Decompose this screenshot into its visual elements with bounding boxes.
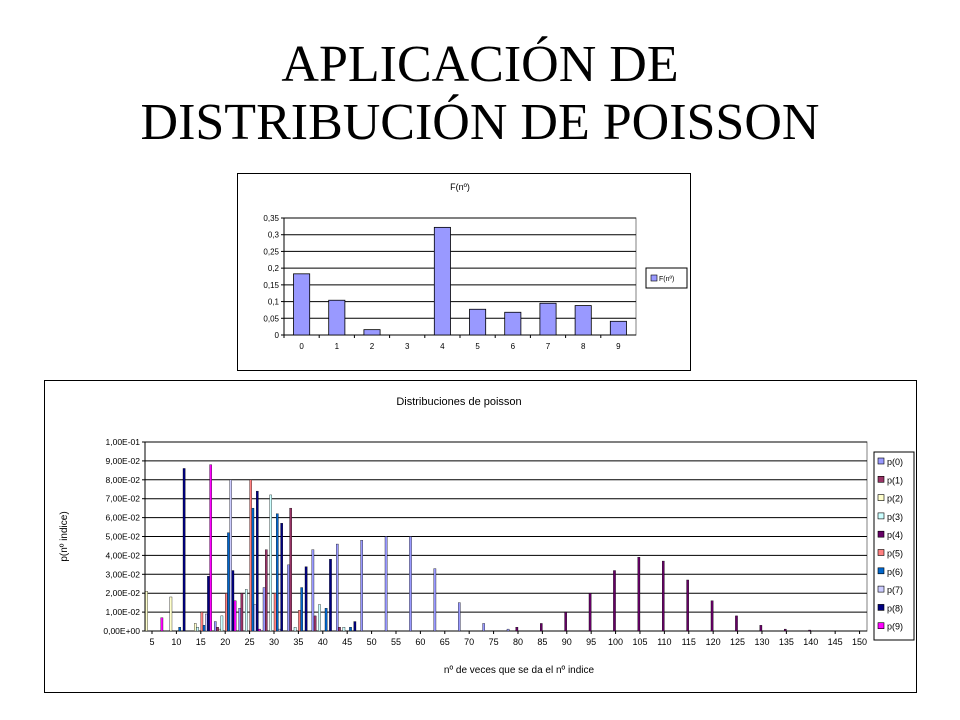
- chart1-bar: [364, 330, 380, 335]
- chart2-bar-p6: [227, 533, 229, 631]
- chart2-bar-p3: [294, 627, 296, 631]
- chart2-x-tick-label: 55: [390, 637, 401, 647]
- chart2-bar-p0: [287, 565, 289, 631]
- chart2-bar-p4: [589, 593, 591, 631]
- chart2-bar-p6: [276, 514, 278, 631]
- chart2-x-tick-label: 5: [149, 637, 155, 647]
- chart2-x-tick-label: 120: [705, 637, 721, 647]
- chart2-title: Distribuciones de poisson: [396, 396, 522, 408]
- chart1-y-tick-label: 0,1: [267, 297, 279, 307]
- chart2-x-tick-label: 50: [366, 637, 377, 647]
- chart1-y-tick-label: 0,3: [267, 230, 279, 240]
- chart2-bar-p9: [234, 601, 236, 631]
- chart2-bar-p2: [194, 623, 196, 631]
- chart2-legend-label: p(1): [887, 475, 904, 486]
- chart2-bar-p7: [205, 614, 207, 631]
- chart2-bar-p4: [809, 630, 811, 631]
- chart2-x-tick-label: 125: [730, 637, 746, 647]
- chart2-y-tick-label: 4,00E-02: [105, 550, 140, 561]
- chart2-bar-p2: [219, 629, 221, 631]
- chart2-bar-p5: [274, 593, 276, 631]
- chart2-x-axis-label: nº de veces que se da el nº indice: [443, 665, 595, 676]
- chart2-legend-label: p(4): [887, 530, 904, 541]
- chart2-bar-p0: [434, 569, 436, 631]
- chart2-bar-p0: [214, 622, 216, 631]
- chart1-bar: [610, 321, 626, 335]
- chart2-bar-p0: [385, 537, 387, 632]
- chart1-x-tick-label: 0: [299, 342, 304, 351]
- chart2-bar-p4: [565, 612, 567, 631]
- chart2-bar-p0: [336, 544, 338, 631]
- chart2-y-tick-label: 6,00E-02: [105, 512, 140, 523]
- chart2-bar-p0: [458, 603, 460, 631]
- chart1-bar: [540, 303, 556, 335]
- chart2-y-tick-label: 8,00E-02: [105, 474, 140, 485]
- chart2-x-tick-label: 110: [657, 637, 672, 647]
- chart2-legend-label: p(8): [887, 603, 904, 614]
- chart2-x-tick-label: 145: [827, 637, 843, 647]
- chart2-bar-p2: [170, 597, 172, 631]
- chart2-bar-p8: [305, 567, 307, 631]
- chart2-y-tick-label: 1,00E-02: [105, 607, 140, 618]
- chart2-x-tick-label: 150: [852, 637, 868, 647]
- chart1-bar: [294, 274, 310, 335]
- chart2-x-tick-label: 130: [754, 637, 770, 647]
- chart2-x-tick-label: 35: [293, 637, 304, 647]
- chart2-bar-p1: [338, 627, 340, 631]
- chart2-bar-p0: [507, 629, 509, 631]
- chart2-legend-swatch: [878, 495, 884, 501]
- chart2-bar-p6: [179, 627, 181, 631]
- chart2-legend-label: p(9): [887, 621, 904, 632]
- chart2-legend-swatch: [878, 513, 884, 519]
- chart2-bar-p3: [196, 627, 198, 631]
- title-line-2: DISTRIBUCIÓN DE POISSON: [140, 94, 820, 151]
- chart1-x-tick-label: 8: [580, 342, 586, 351]
- chart2-x-tick-label: 100: [608, 637, 624, 647]
- chart1-x-tick-label: 4: [440, 342, 445, 351]
- chart2-bar-p8: [329, 559, 331, 631]
- chart1-bar: [575, 306, 591, 335]
- chart2-bar-p5: [250, 480, 252, 631]
- chart2-bar-p9: [161, 618, 163, 631]
- chart2-bar-p4: [613, 571, 615, 631]
- chart2-bar-p7: [230, 480, 232, 631]
- chart2-legend-swatch: [878, 531, 884, 537]
- chart2-x-tick-label: 75: [488, 637, 499, 647]
- chart2-bar-p4: [638, 557, 640, 631]
- chart2-x-tick-label: 105: [632, 637, 648, 647]
- chart2-bar-p4: [662, 561, 664, 631]
- chart2-bar-p0: [263, 588, 265, 631]
- chart2-x-tick-label: 15: [195, 637, 206, 647]
- chart2-bar-p1: [314, 616, 316, 631]
- chart2-legend-swatch: [878, 568, 884, 574]
- chart1-bar: [470, 309, 486, 335]
- chart1-x-tick-label: 6: [510, 342, 516, 351]
- chart2-legend-label: p(3): [887, 511, 904, 522]
- poisson-chart: [44, 380, 917, 693]
- chart2-legend-label: p(5): [887, 548, 904, 559]
- chart2-bar-p0: [483, 623, 485, 631]
- chart2-bar-p4: [760, 625, 762, 631]
- chart1-bar: [505, 312, 521, 335]
- chart2-bar-p4: [516, 627, 518, 631]
- chart1-y-tick-label: 0,05: [263, 314, 279, 324]
- chart2-legend-label: p(0): [887, 457, 904, 467]
- chart1-bar: [329, 300, 345, 335]
- chart2-legend-swatch: [878, 550, 884, 556]
- chart2-bar-p9: [258, 629, 260, 631]
- chart2-legend-label: p(6): [887, 566, 904, 577]
- chart2-bar-p3: [343, 627, 345, 631]
- title-line-1: APLICACIÓN DE: [281, 36, 679, 93]
- chart2-bar-p0: [312, 550, 314, 631]
- chart2-x-tick-label: 40: [317, 637, 328, 647]
- chart2-x-tick-label: 10: [171, 637, 182, 647]
- chart2-y-tick-label: 0,00E+00: [103, 626, 140, 636]
- chart2-legend-swatch: [878, 604, 884, 610]
- chart2-bar-p1: [290, 508, 292, 631]
- chart1-y-tick-label: 0: [274, 331, 279, 340]
- chart2-bar-p5: [298, 610, 300, 631]
- chart2-legend-label: p(2): [887, 493, 904, 504]
- chart2-bar-p2: [145, 591, 147, 631]
- chart1-x-tick-label: 7: [545, 342, 551, 351]
- chart2-x-tick-label: 90: [561, 637, 572, 647]
- chart2-bar-p6: [349, 627, 351, 631]
- chart2-bar-p4: [687, 580, 689, 631]
- chart2-bar-p9: [210, 465, 212, 631]
- chart2-bar-p4: [735, 616, 737, 631]
- chart2-bar-p3: [221, 616, 223, 631]
- chart1-y-tick-label: 0,15: [263, 280, 279, 290]
- chart2-x-tick-label: 65: [439, 637, 450, 647]
- chart1-y-tick-label: 0,25: [263, 247, 279, 257]
- chart2-x-tick-label: 95: [586, 637, 597, 647]
- chart2-bar-p8: [183, 468, 185, 631]
- chart2-x-tick-label: 60: [415, 637, 426, 647]
- chart2-y-tick-label: 9,00E-02: [105, 455, 140, 466]
- chart2-y-axis-label: p(nº indice): [59, 511, 70, 562]
- chart2-bar-p4: [784, 629, 786, 631]
- chart2-bar-p5: [201, 612, 203, 631]
- chart1-y-tick-label: 0,2: [267, 264, 279, 274]
- chart2-bar-p3: [245, 589, 247, 631]
- chart2-bar-p3: [270, 495, 272, 631]
- chart2-y-tick-label: 2,00E-02: [105, 588, 140, 599]
- chart2-x-tick-label: 30: [268, 637, 280, 647]
- chart2-bar-p4: [540, 623, 542, 631]
- chart2-bar-p3: [318, 605, 320, 631]
- chart2-x-tick-label: 115: [681, 637, 696, 647]
- chart2-bar-p7: [254, 605, 256, 631]
- chart2-bar-p0: [239, 608, 241, 631]
- chart2-x-tick-label: 80: [512, 637, 523, 647]
- frequency-chart: [237, 173, 691, 371]
- chart2-x-tick-label: 140: [803, 637, 819, 647]
- chart1-x-tick-label: 3: [404, 342, 410, 351]
- chart2-bar-p0: [361, 540, 363, 631]
- chart2-y-tick-label: 5,00E-02: [105, 531, 140, 542]
- slide-title: [0, 36, 960, 152]
- chart1-x-tick-label: 2: [369, 342, 375, 351]
- chart1-legend-label: F(nº): [659, 276, 675, 283]
- chart2-x-tick-label: 70: [464, 637, 475, 647]
- chart2-bar-p8: [232, 571, 234, 631]
- chart2-x-tick-label: 20: [220, 637, 231, 647]
- chart2-legend-swatch: [878, 586, 884, 592]
- chart2-y-tick-label: 1,00E-01: [105, 437, 140, 447]
- chart2-x-tick-label: 25: [244, 637, 255, 647]
- chart2-bar-p8: [207, 576, 209, 631]
- chart2-legend-label: p(7): [887, 585, 904, 596]
- chart2-y-tick-label: 7,00E-02: [105, 493, 140, 504]
- chart2-bar-p0: [409, 537, 411, 632]
- chart2-legend-swatch: [878, 458, 884, 464]
- chart1-title: F(nº): [450, 182, 470, 192]
- chart2-bar-p8: [354, 622, 356, 631]
- chart1-bar: [434, 227, 450, 335]
- chart2-bar-p1: [216, 627, 218, 631]
- chart2-bar-p6: [301, 588, 303, 631]
- chart2-bar-p6: [252, 508, 254, 631]
- chart2-bar-p1: [265, 550, 267, 631]
- poisson-chart-svg: [45, 381, 916, 692]
- chart2-bar-p8: [256, 491, 258, 631]
- chart2-legend-swatch: [878, 623, 884, 629]
- chart2-x-tick-label: 45: [342, 637, 353, 647]
- chart2-bar-p4: [711, 601, 713, 631]
- chart2-y-tick-label: 3,00E-02: [105, 569, 140, 580]
- chart1-x-tick-label: 5: [475, 342, 480, 351]
- chart1-x-tick-label: 1: [334, 342, 340, 351]
- chart2-bar-p8: [281, 523, 283, 631]
- chart2-bar-p6: [325, 608, 327, 631]
- chart2-bar-p1: [241, 593, 243, 631]
- chart2-bar-p7: [278, 629, 280, 631]
- chart2-bar-p5: [225, 593, 227, 631]
- chart2-bar-p6: [203, 625, 205, 631]
- frequency-chart-svg: [238, 174, 690, 370]
- chart1-x-tick-label: 9: [616, 342, 621, 351]
- chart1-legend-swatch: [651, 275, 657, 281]
- chart2-x-tick-label: 85: [537, 637, 548, 647]
- chart2-x-tick-label: 135: [778, 637, 794, 647]
- chart2-legend-swatch: [878, 476, 884, 482]
- chart1-y-tick-label: 0,35: [263, 214, 279, 223]
